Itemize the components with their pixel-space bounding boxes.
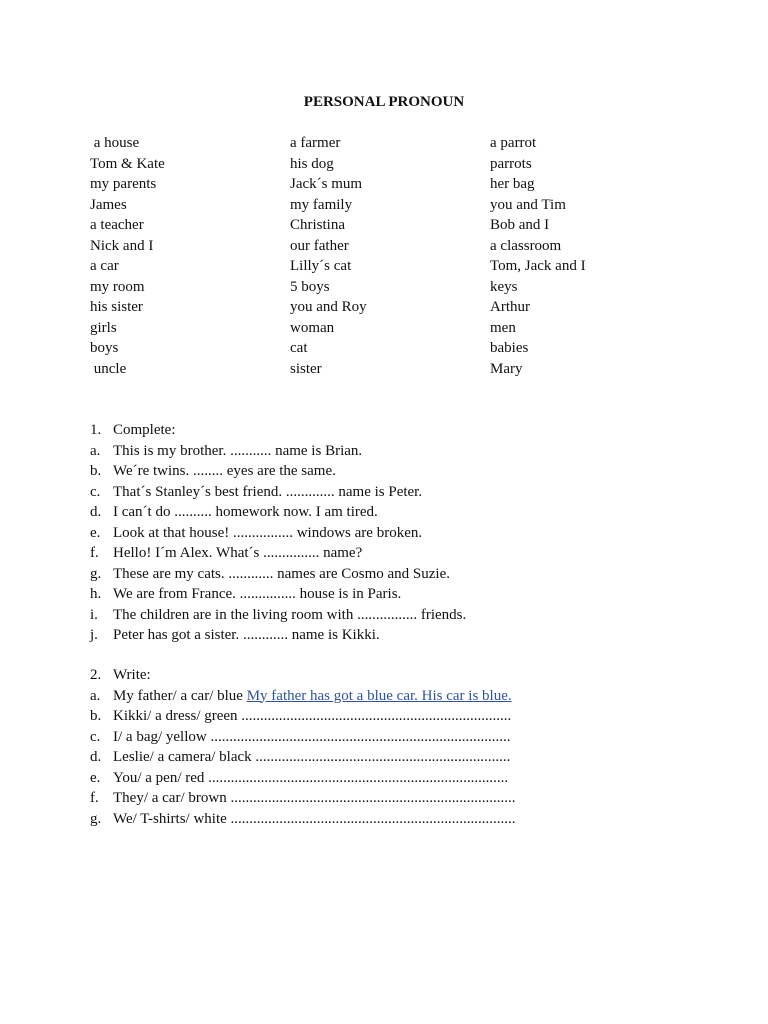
word-item: woman — [290, 319, 335, 336]
exercise-item — [90, 809, 710, 830]
exercise-number: 1. — [90, 422, 102, 438]
item-label: b. — [90, 708, 102, 724]
word-column-3 — [490, 133, 690, 379]
exercise-item — [90, 543, 710, 564]
word-item: Christina — [290, 217, 345, 233]
word-column-2 — [290, 133, 490, 379]
item-text: Peter has got a sister. ............ name is Kikki. — [113, 627, 380, 643]
item-label: f. — [90, 790, 99, 806]
word-item: a classroom — [490, 237, 562, 254]
item-label: d. — [90, 504, 102, 520]
item-label: a. — [90, 442, 101, 459]
item-text: Leslie/ a camera/ black .................................................................... — [113, 749, 511, 765]
exercise-title: Complete: — [113, 422, 176, 438]
word-item: a car — [90, 258, 119, 274]
exercise-item — [90, 625, 710, 646]
word-item: Jack´s mum — [290, 176, 363, 192]
exercise-heading — [90, 665, 710, 686]
word-item: Tom & Kate — [90, 155, 165, 172]
word-item: a house — [90, 135, 140, 151]
exercise-item — [90, 768, 710, 789]
item-label: h. — [90, 586, 102, 602]
word-item: you and Roy — [290, 299, 367, 315]
item-label: e. — [90, 524, 101, 541]
word-item: her bag — [490, 176, 535, 192]
item-text — [113, 686, 710, 707]
item-text: I/ a bag/ yellow ................................................................................ — [113, 728, 511, 745]
item-text: Look at that house! ................ windows are broken. — [113, 524, 423, 541]
exercise-item — [90, 441, 710, 462]
word-item: boys — [90, 340, 119, 356]
item-text: That´s Stanley´s best friend. ............. name is Peter. — [113, 483, 423, 500]
item-text: This is my brother. ........... name is Brian. — [113, 442, 363, 459]
exercise-item — [90, 727, 710, 748]
word-item: girls — [90, 319, 117, 336]
item-label: b. — [90, 463, 102, 479]
item-text: These are my cats. ............ names are Cosmo and Suzie. — [113, 565, 450, 582]
exercise-item — [90, 564, 710, 585]
exercise-item — [90, 686, 710, 707]
item-text: We are from France. ............... house is in Paris. — [113, 586, 402, 602]
word-item: my parents — [90, 176, 157, 192]
exercise-item — [90, 747, 710, 768]
exercise-number: 2. — [90, 667, 102, 683]
exercise-item — [90, 461, 710, 482]
item-text: You/ a pen/ red ................................................................................ — [113, 769, 509, 786]
word-item: parrots — [490, 155, 532, 172]
item-text: We´re twins. ........ eyes are the same. — [113, 463, 336, 479]
word-item: our father — [290, 237, 349, 254]
item-label: c. — [90, 483, 101, 500]
exercise-write — [90, 665, 710, 829]
word-item: a teacher — [90, 217, 144, 233]
exercise-heading — [90, 420, 710, 441]
exercise-item — [90, 584, 710, 605]
exercise-complete — [90, 420, 710, 646]
exercise-item — [90, 523, 710, 544]
word-item: keys — [490, 278, 518, 295]
word-item: my room — [90, 278, 145, 295]
exercise-item — [90, 482, 710, 503]
word-item: his sister — [90, 299, 143, 315]
item-text: They/ a car/ brown ............................................................................ — [113, 790, 516, 806]
item-text: Kikki/ a dress/ green ........................................................................ — [113, 708, 512, 724]
word-item: his dog — [290, 155, 334, 172]
word-column-1 — [90, 133, 290, 379]
item-label: d. — [90, 749, 102, 765]
exercise-title: Write: — [113, 667, 151, 683]
item-label: g. — [90, 565, 102, 582]
item-label: j. — [90, 627, 98, 643]
example-prompt: My father/ a car/ blue — [113, 687, 247, 704]
word-item: Mary — [490, 360, 523, 377]
item-label: c. — [90, 728, 101, 745]
word-item: cat — [290, 340, 308, 356]
item-text: The children are in the living room with ................ friends. — [113, 606, 467, 623]
word-item: babies — [490, 340, 529, 356]
word-list — [90, 133, 690, 379]
example-answer: My father has got a blue car. His car is blue. — [246, 687, 512, 704]
item-text: Hello! I´m Alex. What´s ............... name? — [113, 545, 363, 561]
page-title: PERSONAL PRONOUN — [303, 94, 465, 110]
item-label: i. — [90, 606, 98, 623]
item-text: We/ T-shirts/ white ............................................................................ — [113, 810, 516, 827]
word-item: my family — [290, 196, 353, 213]
word-item: Lilly´s cat — [290, 258, 352, 274]
word-item: Bob and I — [490, 217, 550, 233]
word-item: Nick and I — [90, 237, 154, 254]
word-item: uncle — [90, 360, 127, 377]
item-label: f. — [90, 545, 99, 561]
item-label: a. — [90, 687, 101, 704]
item-text: I can´t do .......... homework now. I am tired. — [113, 504, 378, 520]
word-item: Tom, Jack and I — [490, 258, 586, 274]
word-item: men — [490, 319, 516, 336]
word-item: James — [90, 196, 127, 213]
word-item: you and Tim — [490, 196, 566, 213]
item-label: e. — [90, 769, 101, 786]
exercise-item — [90, 788, 710, 809]
word-item: sister — [290, 360, 322, 377]
word-item: Arthur — [490, 299, 530, 315]
item-label: g. — [90, 810, 102, 827]
word-item: 5 boys — [290, 278, 330, 295]
exercise-item — [90, 605, 710, 626]
word-item: a farmer — [290, 135, 341, 151]
exercise-item — [90, 706, 710, 727]
word-item: a parrot — [490, 135, 537, 151]
exercise-item — [90, 502, 710, 523]
